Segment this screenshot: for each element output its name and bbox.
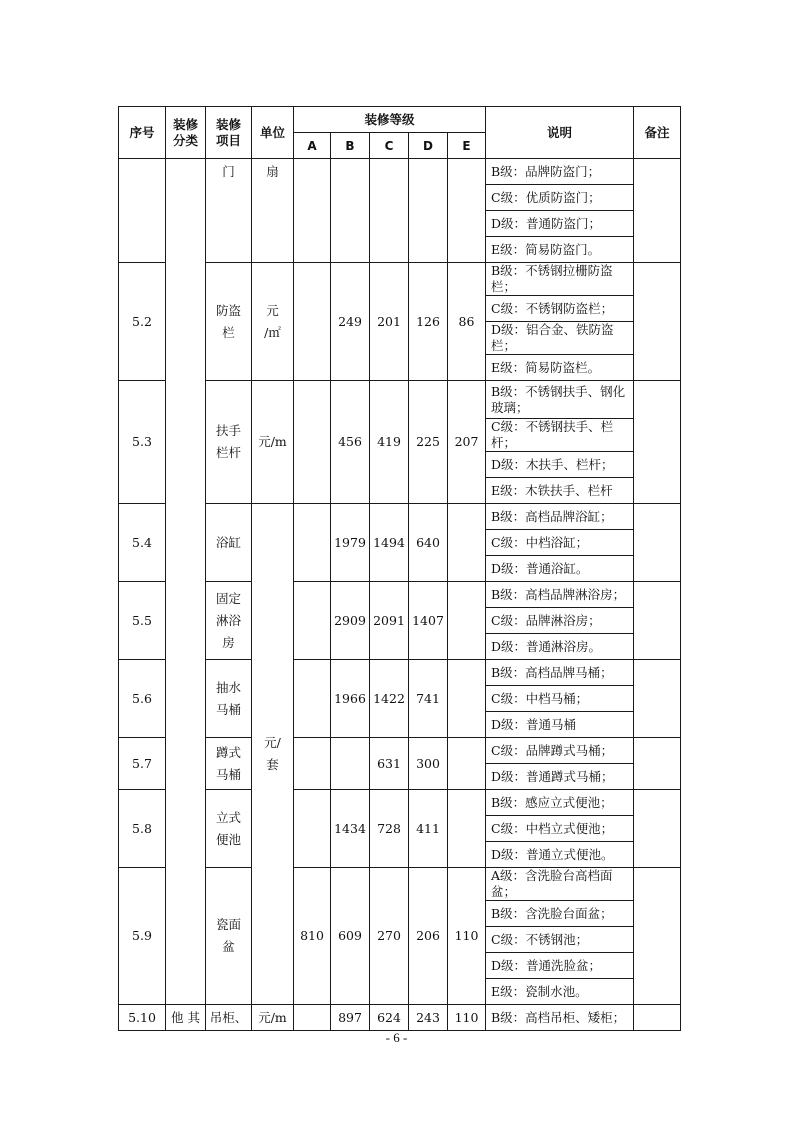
row-grade-b	[331, 738, 370, 790]
table-row	[119, 1005, 681, 1031]
row-desc: C级：不锈钢扶手、栏杆；	[486, 419, 634, 452]
row-grade-a	[294, 738, 331, 790]
row-desc: D级：普通浴缸。	[486, 556, 634, 582]
row-desc: C级：中档立式便池；	[486, 816, 634, 842]
row-grade-e	[448, 790, 486, 868]
row-desc: B级：品牌防盗门；	[486, 159, 634, 185]
header-remark: 备注	[634, 107, 681, 159]
row-item: 门	[206, 159, 252, 263]
row-grade-d: 243	[409, 1005, 448, 1031]
row-desc: C级：不锈钢池；	[486, 927, 634, 953]
row-grade-e	[448, 504, 486, 582]
row-item: 防盗 栏	[206, 263, 252, 381]
row-grade-a	[294, 263, 331, 381]
row-desc: C级：中档马桶；	[486, 686, 634, 712]
row-unit: 元/m	[252, 1005, 294, 1031]
row-grade-d	[409, 159, 448, 263]
row-category: 他 其	[166, 1005, 206, 1031]
row-grade-a	[294, 660, 331, 738]
row-desc: E级：简易防盗栏。	[486, 355, 634, 381]
row-category	[166, 159, 206, 1005]
row-grade-b: 897	[331, 1005, 370, 1031]
row-desc: B级：不锈钢拉栅防盗栏；	[486, 263, 634, 296]
row-desc: B级：高档品牌淋浴房；	[486, 582, 634, 608]
row-desc: C级：品牌蹲式马桶；	[486, 738, 634, 764]
row-seq	[119, 159, 166, 263]
row-grade-c: 631	[370, 738, 409, 790]
row-desc: B级：高档品牌浴缸；	[486, 504, 634, 530]
row-remark	[634, 582, 681, 660]
row-item: 固定 淋浴 房	[206, 582, 252, 660]
row-remark	[634, 381, 681, 504]
header-seq: 序号	[119, 107, 166, 159]
row-grade-b	[331, 159, 370, 263]
row-item: 蹲式 马桶	[206, 738, 252, 790]
row-grade-a	[294, 381, 331, 504]
table-row	[119, 159, 681, 185]
row-desc: B级：不锈钢扶手、钢化玻璃；	[486, 381, 634, 419]
header-grade-b: B	[331, 133, 370, 159]
row-grade-b: 1979	[331, 504, 370, 582]
row-grade-a	[294, 582, 331, 660]
header-grade-e: E	[448, 133, 486, 159]
row-grade-d: 640	[409, 504, 448, 582]
row-grade-a	[294, 504, 331, 582]
row-grade-b: 2909	[331, 582, 370, 660]
row-grade-e	[448, 660, 486, 738]
row-desc: C级：中档浴缸；	[486, 530, 634, 556]
row-grade-a	[294, 159, 331, 263]
row-desc: B级：感应立式便池；	[486, 790, 634, 816]
row-grade-b: 1966	[331, 660, 370, 738]
row-grade-b: 1434	[331, 790, 370, 868]
row-seq: 5.3	[119, 381, 166, 504]
row-item: 浴缸	[206, 504, 252, 582]
row-desc: D级：木扶手、栏杆；	[486, 452, 634, 478]
header-grade-a: A	[294, 133, 331, 159]
row-remark	[634, 660, 681, 738]
row-seq: 5.5	[119, 582, 166, 660]
row-desc: B级：高档吊柜、矮柜；	[486, 1005, 634, 1031]
header-unit: 单位	[252, 107, 294, 159]
row-grade-e: 207	[448, 381, 486, 504]
row-grade-c: 201	[370, 263, 409, 381]
row-unit: 元 /㎡	[252, 263, 294, 381]
row-grade-e: 86	[448, 263, 486, 381]
row-unit-shared: 元/ 套	[252, 504, 294, 1005]
row-seq: 5.7	[119, 738, 166, 790]
header-category: 装修 分类	[166, 107, 206, 159]
row-grade-d: 206	[409, 868, 448, 1005]
row-seq: 5.9	[119, 868, 166, 1005]
row-grade-e: 110	[448, 868, 486, 1005]
header-item: 装修 项目	[206, 107, 252, 159]
row-desc: D级：普通蹲式马桶；	[486, 764, 634, 790]
row-grade-a: 810	[294, 868, 331, 1005]
header-grade-d: D	[409, 133, 448, 159]
row-unit: 元/m	[252, 381, 294, 504]
row-item: 抽水 马桶	[206, 660, 252, 738]
row-desc: E级：瓷制水池。	[486, 979, 634, 1005]
row-desc: D级：普通马桶	[486, 712, 634, 738]
row-seq: 5.10	[119, 1005, 166, 1031]
row-grade-e	[448, 159, 486, 263]
row-grade-e	[448, 582, 486, 660]
row-grade-d: 1407	[409, 582, 448, 660]
row-seq: 5.2	[119, 263, 166, 381]
row-grade-d: 126	[409, 263, 448, 381]
row-desc: D级：铝合金、铁防盗栏；	[486, 322, 634, 355]
row-remark	[634, 159, 681, 263]
row-grade-a	[294, 790, 331, 868]
page-number: - 6 -	[385, 1030, 408, 1045]
row-grade-c: 270	[370, 868, 409, 1005]
row-grade-c: 624	[370, 1005, 409, 1031]
row-remark	[634, 504, 681, 582]
row-grade-b: 249	[331, 263, 370, 381]
row-remark	[634, 1005, 681, 1031]
row-grade-c: 728	[370, 790, 409, 868]
row-desc: D级：普通立式便池。	[486, 842, 634, 868]
row-grade-d: 411	[409, 790, 448, 868]
row-desc: C级：品牌淋浴房；	[486, 608, 634, 634]
row-grade-e	[448, 738, 486, 790]
row-grade-b: 609	[331, 868, 370, 1005]
row-grade-a	[294, 1005, 331, 1031]
row-grade-e: 110	[448, 1005, 486, 1031]
row-grade-c: 419	[370, 381, 409, 504]
row-item: 立式 便池	[206, 790, 252, 868]
row-seq: 5.8	[119, 790, 166, 868]
row-seq: 5.6	[119, 660, 166, 738]
row-desc: D级：普通防盗门；	[486, 211, 634, 237]
row-grade-d: 300	[409, 738, 448, 790]
row-grade-d: 225	[409, 381, 448, 504]
row-desc: E级：木铁扶手、栏杆	[486, 478, 634, 504]
row-unit: 扇	[252, 159, 294, 263]
row-grade-c: 1422	[370, 660, 409, 738]
header-grade-group: 装修等级	[294, 107, 486, 133]
row-grade-c: 2091	[370, 582, 409, 660]
row-grade-c	[370, 159, 409, 263]
header-grade-c: C	[370, 133, 409, 159]
decoration-grade-table	[118, 106, 681, 1031]
row-remark	[634, 263, 681, 381]
row-desc: D级：普通淋浴房。	[486, 634, 634, 660]
row-desc: C级：优质防盗门；	[486, 185, 634, 211]
row-desc: D级：普通洗脸盆；	[486, 953, 634, 979]
row-grade-b: 456	[331, 381, 370, 504]
row-desc: C级：不锈钢防盗栏；	[486, 296, 634, 322]
row-desc: B级：高档品牌马桶；	[486, 660, 634, 686]
row-remark	[634, 790, 681, 868]
row-remark	[634, 868, 681, 1005]
row-remark	[634, 738, 681, 790]
row-grade-c: 1494	[370, 504, 409, 582]
row-item: 瓷面 盆	[206, 868, 252, 1005]
row-grade-d: 741	[409, 660, 448, 738]
row-desc: B级：含洗脸台面盆；	[486, 901, 634, 927]
row-item: 吊柜、	[206, 1005, 252, 1031]
row-desc: A级：含洗脸台高档面盆；	[486, 868, 634, 901]
row-seq: 5.4	[119, 504, 166, 582]
row-desc: E级：简易防盗门。	[486, 237, 634, 263]
row-item: 扶手 栏杆	[206, 381, 252, 504]
header-desc: 说明	[486, 107, 634, 159]
